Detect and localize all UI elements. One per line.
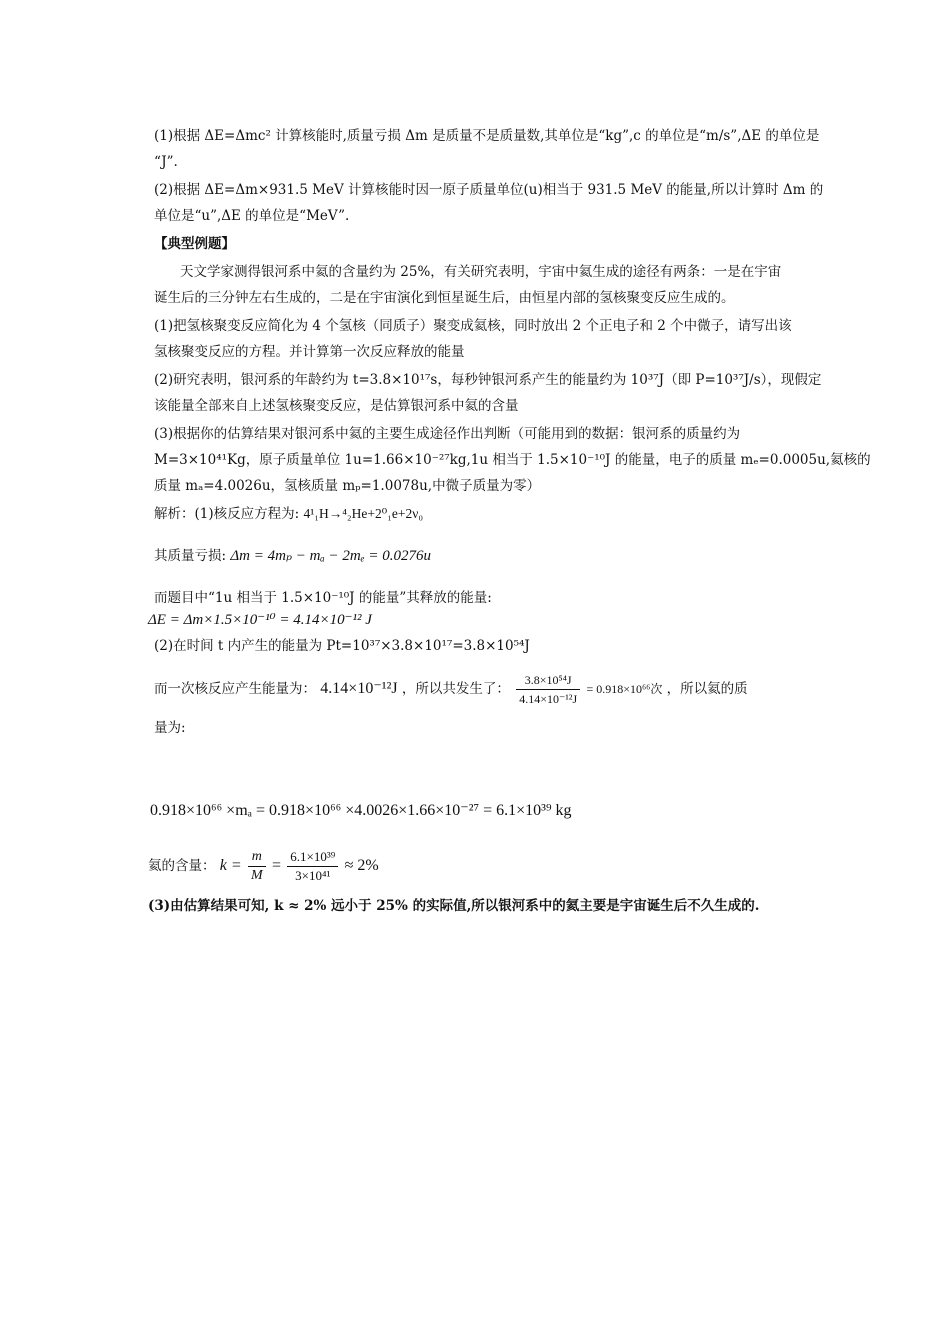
helium-mass-equation: 0.918×10⁶⁶ ×mₐ = 0.918×10⁶⁶ ×4.0026×1.66×10⁻²⁷ = 6.1×10³⁹ kg [150, 802, 572, 819]
reaction-count-text: ，所以共发生了： [401, 681, 510, 697]
reaction-energy-text: 而一次核反应产生能量为： [154, 681, 316, 697]
problem-intro-line2: 诞生后的三分钟左右生成的，二是在宇宙演化到恒星诞生后，由恒星内部的氢核聚变反应生成的。 [154, 290, 735, 306]
content-result: ≈ 2% [344, 857, 379, 874]
content-numerator1: m [248, 848, 266, 867]
note1-line2: “J”. [154, 154, 178, 170]
content-denominator2: 3×10⁴¹ [295, 868, 331, 883]
mass-defect-equation: Δm = 4mₚ − mₐ − 2mₑ = 0.0276u [230, 548, 432, 564]
helium-mass-text: ，所以氦的质 [666, 681, 748, 697]
solution-line2 [154, 546, 431, 566]
reaction-count-fraction [516, 671, 580, 708]
solution-line1 [154, 504, 423, 524]
note2-line1: (2)根据 ΔE=Δm×931.5 MeV 计算核能时因一原子质量单位(u)相当于 931.5 MeV 的能量,所以计算时 Δm 的 [154, 182, 824, 198]
content-equals: = [271, 857, 281, 874]
conclusion: (3)由估算结果可知, k ≈ 2% 远小于 25% 的实际值,所以银河系中的氦主要是宇宙诞生后不久生成的. [148, 898, 760, 914]
question3-line1: (3)根据你的估算结果对银河系中氦的主要生成途径作出判断（可能用到的数据：银河系的质量约为 [154, 426, 741, 442]
mass-defect-label: 其质量亏损: [154, 548, 227, 564]
solution-line4: (2)在时间 t 内产生的能量为 Pt=10³⁷×3.8×10¹⁷=3.8×10⁵⁴J [154, 638, 530, 654]
solution-line3: 而题目中“1u 相当于 1.5×10⁻¹⁰J 的能量”其释放的能量: [154, 590, 492, 606]
nuclear-equation: 4¹₁H→⁴₂He+2⁰₁e+2ν₀ [303, 506, 424, 521]
fraction-denominator: 4.14×10⁻¹²J [519, 692, 578, 706]
question3-line2: M=3×10⁴¹Kg，原子质量单位 1u=1.66×10⁻²⁷kg,1u 相当于 1.5×10⁻¹⁰J 的能量，电子的质量 mₑ=0.0005u,氦核的 [154, 452, 871, 468]
solution-line6: 量为: [154, 720, 186, 736]
note2-line2: 单位是“u”,ΔE 的单位是“MeV”. [154, 208, 350, 224]
helium-content-label: 氦的含量： [148, 858, 216, 874]
content-lhs: k = [219, 857, 242, 874]
solution-line5 [154, 670, 748, 708]
fraction-numerator: 3.8×10⁵⁴J [516, 671, 580, 690]
question2-line2: 该能量全部来自上述氢核聚变反应，是估算银河系中氦的含量 [154, 398, 519, 414]
content-fraction1 [248, 848, 266, 885]
problem-intro-line1: 天文学家测得银河系中氦的含量约为 25%，有关研究表明，宇宙中氦生成的途径有两条：一是在宇宙 [180, 264, 782, 280]
section-title: 【典型例题】 [154, 236, 235, 252]
reaction-count-result: = 0.918×10⁶⁶次 [586, 682, 663, 696]
content-denominator1: M [251, 868, 263, 883]
question3-line3: 质量 mₐ=4.0026u，氢核质量 mₚ=1.0078u,中微子质量为零） [154, 478, 541, 494]
question1-line1: (1)把氢核聚变反应简化为 4 个氢核（同质子）聚变成氦核，同时放出 2 个正电子和 2 个中微子，请写出该 [154, 318, 792, 334]
question2-line1: (2)研究表明，银河系的年龄约为 t=3.8×10¹⁷s，每秒钟银河系产生的能量约为 10³⁷J（即 P=10³⁷J/s），现假定 [154, 372, 822, 388]
content-fraction2 [287, 848, 338, 885]
question1-line2: 氢核聚变反应的方程。并计算第一次反应释放的能量 [154, 344, 465, 360]
energy-equation-line [148, 610, 372, 630]
energy-equation: ΔE = Δm×1.5×10⁻¹⁰ = 4.14×10⁻¹² J [148, 612, 372, 628]
helium-content-line [148, 846, 379, 886]
note1-line1: (1)根据 ΔE=Δmc² 计算核能时,质量亏损 Δm 是质量不是质量数,其单位是“kg”,c 的单位是“m/s”,ΔE 的单位是 [154, 128, 820, 144]
content-numerator2: 6.1×10³⁹ [287, 848, 338, 867]
solution-label1: 解析：(1)核反应方程为: [154, 506, 300, 522]
reaction-energy-value: 4.14×10⁻¹²J [320, 680, 398, 697]
